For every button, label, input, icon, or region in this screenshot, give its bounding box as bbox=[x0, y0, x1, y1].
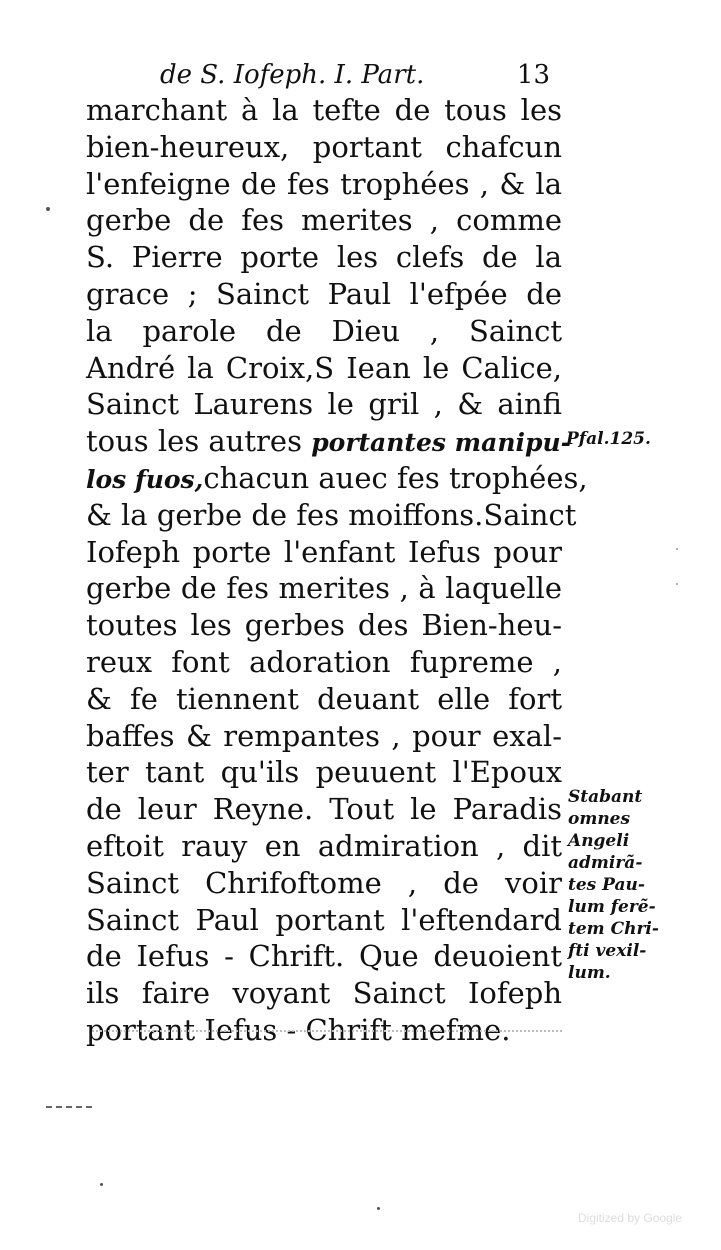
margin-note-line: tem Chri- bbox=[568, 919, 659, 939]
text-line-with-latin bbox=[86, 460, 588, 497]
ink-speck bbox=[676, 583, 678, 585]
latin-quote: portantes manipu- bbox=[311, 428, 572, 458]
text-line: baffes & rempantes , pour exal- bbox=[86, 718, 562, 753]
text-line: Iofeph porte l'enfant Iefus pour bbox=[86, 534, 562, 569]
text-line: S. Pierre porte les clefs de la bbox=[86, 240, 562, 275]
text-line: toutes les gerbes des Bien-heu- bbox=[86, 608, 562, 643]
margin-note-line: fti vexil- bbox=[568, 941, 647, 961]
body-text bbox=[86, 92, 588, 1049]
running-head bbox=[160, 58, 550, 92]
text-line: gerbe de fes merites , à laquelle bbox=[86, 571, 562, 606]
margin-note-line: admirã- bbox=[568, 853, 643, 873]
margin-note-line: Angeli bbox=[568, 831, 630, 851]
text-line: & fe tiennent deuant elle fort bbox=[86, 681, 562, 716]
text-line: André la Croix,S Iean le Calice, bbox=[86, 350, 562, 385]
margin-note-line: lum ferẽ- bbox=[568, 897, 656, 917]
margin-note-line: Stabant bbox=[568, 787, 643, 807]
text-line: & la gerbe de fes moiffons.Sainct bbox=[86, 497, 577, 532]
margin-note-quote bbox=[568, 786, 659, 984]
text-segment: tous les autres bbox=[86, 424, 302, 459]
text-line-with-latin bbox=[86, 423, 572, 460]
text-segment: chacun auec fes trophées, bbox=[203, 460, 588, 495]
ink-scrawl bbox=[46, 1098, 92, 1108]
text-line: grace ; Sainct Paul l'efpée de bbox=[86, 276, 562, 311]
ink-speck bbox=[377, 1207, 380, 1210]
ink-speck bbox=[100, 1183, 103, 1186]
margin-note-psalm: Pfal.125. bbox=[566, 429, 651, 449]
bleed-through-line bbox=[92, 1030, 562, 1033]
text-line: reux font adoration fupreme , bbox=[86, 644, 562, 679]
margin-note-line: tes Pau- bbox=[568, 875, 645, 895]
text-line: gerbe de fes merites , comme bbox=[86, 203, 562, 238]
text-line: la parole de Dieu , Sainct bbox=[86, 313, 562, 348]
latin-quote: los fuos, bbox=[86, 464, 204, 494]
text-line: bien-heureux, portant chafcun bbox=[86, 129, 562, 164]
ink-speck bbox=[676, 548, 678, 550]
text-line: Sainct Chrifoftome , de voir bbox=[86, 865, 562, 900]
ink-speck bbox=[46, 207, 50, 211]
page-number: 13 bbox=[516, 60, 550, 90]
text-line: eftoit rauy en admiration , dit bbox=[86, 828, 562, 863]
text-line: de Iefus - Chrift. Que deuoient bbox=[86, 939, 562, 974]
text-line: portant Iefus - Chrift mefme. bbox=[86, 1012, 511, 1047]
margin-note-line: lum. bbox=[568, 963, 611, 983]
text-line: Sainct Paul portant l'eftendard bbox=[86, 902, 562, 937]
text-line: Sainct Laurens le gril , & ainfi bbox=[86, 387, 562, 422]
watermark-logo bbox=[578, 1207, 704, 1227]
text-line: ter tant qu'ils peuuent l'Epoux bbox=[86, 755, 562, 790]
text-line: marchant à la tefte de tous les bbox=[86, 93, 562, 127]
text-line: de leur Reyne. Tout le Paradis bbox=[86, 792, 562, 827]
watermark-text: Digitized by Google bbox=[578, 1211, 683, 1225]
text-line: l'enfeigne de fes trophées , & la bbox=[86, 166, 562, 201]
margin-note-line: omnes bbox=[568, 809, 631, 829]
text-line: ils faire voyant Sainct Iofeph bbox=[86, 976, 562, 1011]
running-title: de S. Iofeph. I. Part. bbox=[160, 60, 425, 90]
